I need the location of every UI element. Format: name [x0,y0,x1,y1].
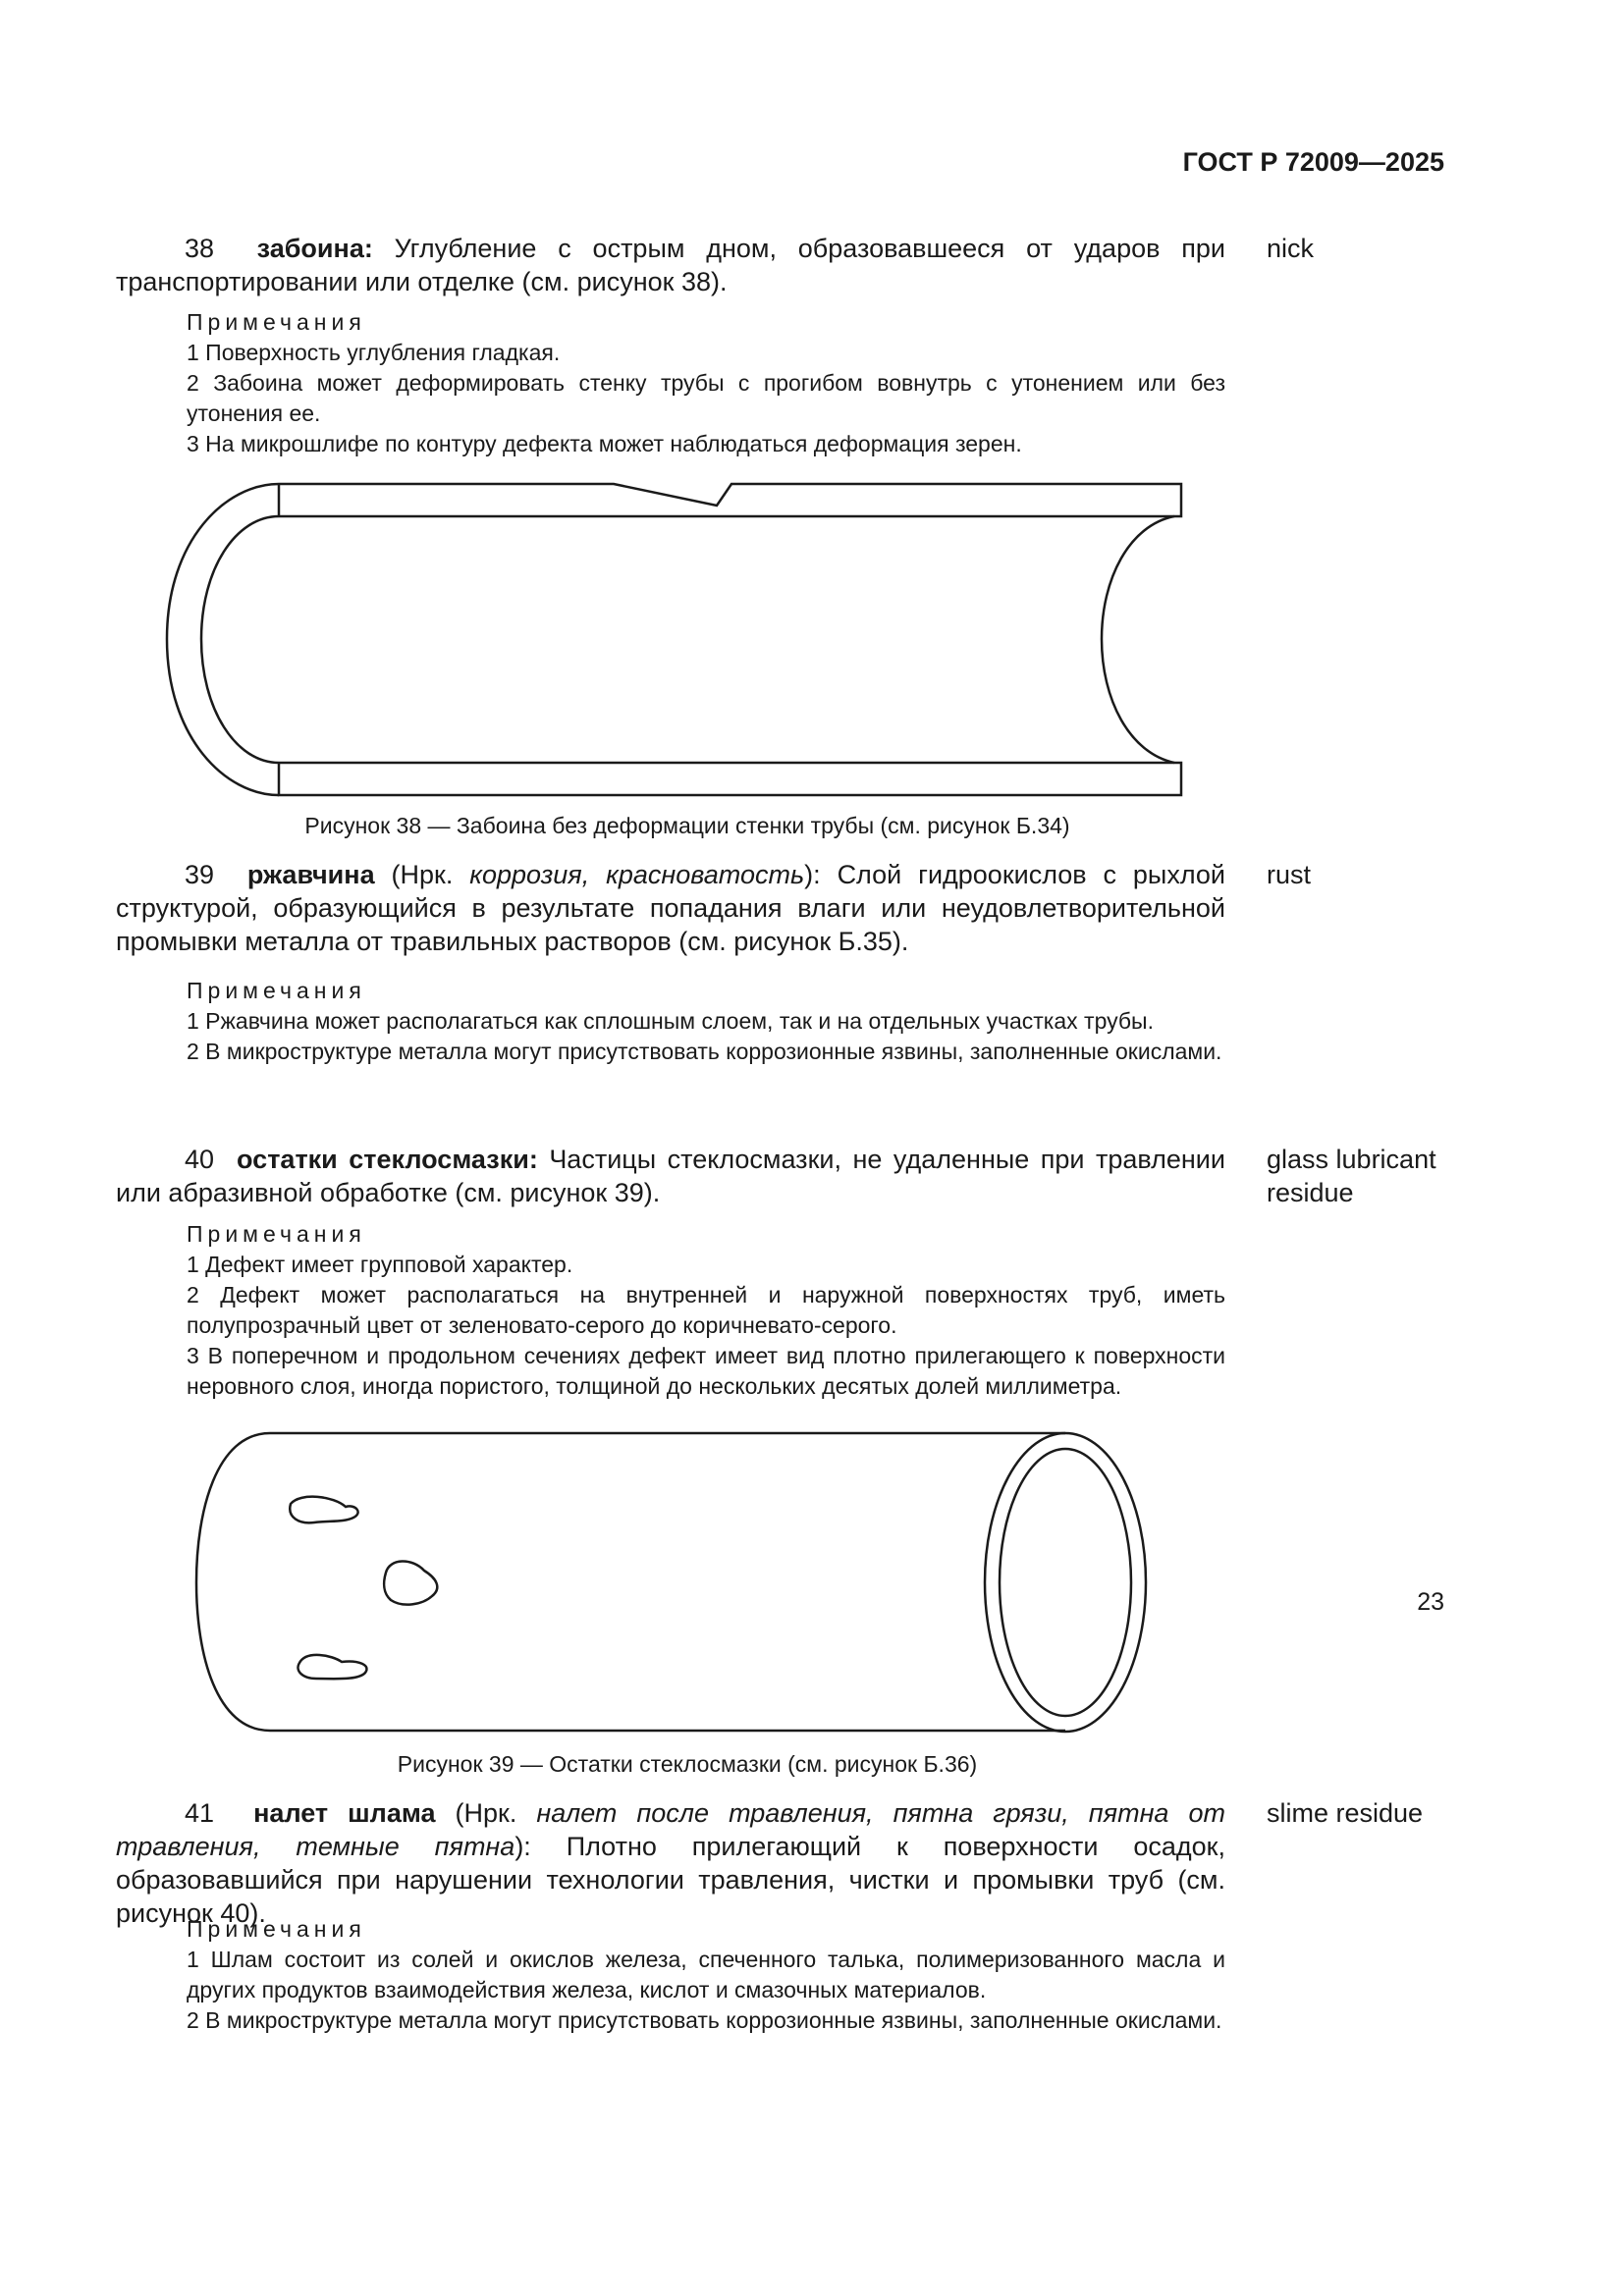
note-item: 3 На микрошлифе по контуру дефекта может наблюдаться деформация зерен. [187,431,1022,456]
figure-39-caption: Рисунок 39 — Остатки стеклосмазки (см. рисунок Б.36) [397,1751,978,1777]
notes-block [116,307,1225,459]
notes-heading: Примечания [187,978,366,1003]
note-item: 1 Ржавчина может располагаться как сплошным слоем, так и на отдельных участках трубы. [187,1008,1154,1034]
notes-block [116,1219,1225,1402]
term-name: ржавчина [246,860,375,889]
term-name: забоина: [256,234,373,263]
term-definition: Слой гидроокислов с рыхлой структурой, образующийся в результате попадания влаги или неудовлетворительной промывки металла от травильных растворов (см. рисунок Б.35). [116,860,1225,956]
page-number: 23 [1417,1588,1444,1616]
english-term: glass lubricant residue [1267,1145,1436,1207]
notes-heading: Примечания [187,1916,366,1942]
term-synonyms: коррозия, красноватость [469,860,805,889]
english-term: nick [1267,234,1315,263]
figure-38-caption: Рисунок 38 — Забоина без деформации стенки трубы (см. рисунок Б.34) [304,813,1070,838]
term-entry-38 [116,232,1225,298]
english-term: rust [1267,860,1312,889]
note-item: 2 В микроструктуре металла могут присутствовать коррозионные язвины, заполненные окислами. [187,1039,1222,1064]
figure-38-nick-drawing [0,461,1375,825]
term-number: 40 [185,1145,215,1174]
term-entry-40 [116,1143,1225,1209]
term-entry-39: 39 ржавчина (Нрк. коррозия, красноватость): Слой гидроокислов с рыхлой структурой, образующийся в результате попадания влаги или неудовлетворительной промывки металла от травильных растворов (см. рисунок Б.35). [116,860,1225,956]
term-number: 41 [185,1798,215,1828]
term-synonyms: налет после травления, пятна грязи, пятна от травления, темные пятна [116,1798,1225,1861]
note-item: 3 В поперечном и продольном сечениях дефект имеет вид плотно прилегающего к поверхности неровного слоя, иногда пористого, толщиной до нескольких десятых долей миллиметра. [187,1343,1225,1399]
term-definition: Частицы стеклосмазки, не удаленные при травлении или абразивной обработке (см. рисунок 39). [116,1145,1225,1207]
residue-particle [384,1561,437,1604]
figure-39-glass-lubricant-drawing [0,1414,1375,1767]
notes-heading: Примечания [187,1221,366,1247]
term-entry-41: 41 налет шлама (Нрк. налет после травления, пятна грязи, пятна от травления, темные пятна): Плотно прилегающий к поверхности осадок, образовавшийся при нарушении технологии травления, чистки и промывки труб (см. рисунок 40). [116,1798,1225,1928]
english-term: slime residue [1267,1798,1424,1828]
note-item: 2 В микроструктуре металла могут присутствовать коррозионные язвины, заполненные окислами. [187,2007,1222,2033]
document-code: ГОСТ Р 72009—2025 [1182,147,1444,177]
notes-block [116,976,1225,1067]
note-item: 2 Дефект может располагаться на внутренней и наружной поверхностях труб, иметь полупрозрачный цвет от зеленовато-серого до коричневато-серого. [187,1282,1225,1338]
note-item: 1 Дефект имеет групповой характер. [187,1252,573,1277]
term-name: остатки стеклосмазки: [237,1145,538,1174]
term-definition: Углубление с острым дном, образовавшееся от ударов при транспортировании или отделке (см. рисунок 38). [116,234,1225,296]
notes-heading: Примечания [187,309,366,335]
term-name: налет шлама [253,1798,436,1828]
note-item: 1 Поверхность углубления гладкая. [187,340,561,365]
note-item: 1 Шлам состоит из солей и окислов железа, спеченного талька, полимеризованного масла и других продуктов взаимодействия железа, кислот и смазочных материалов. [187,1947,1225,2002]
term-definition: Плотно прилегающий к поверхности осадок, образовавшийся при нарушении технологии травления, чистки и промывки труб (см. рисунок 40). [116,1832,1225,1928]
residue-particle [298,1655,367,1679]
term-number: 38 [185,234,215,263]
note-item: 2 Забоина может деформировать стенку трубы с прогибом вовнутрь с утонением или без утонения ее. [187,370,1225,426]
residue-particle [290,1497,357,1523]
notes-block [116,1914,1225,2036]
term-number: 39 [185,860,215,889]
